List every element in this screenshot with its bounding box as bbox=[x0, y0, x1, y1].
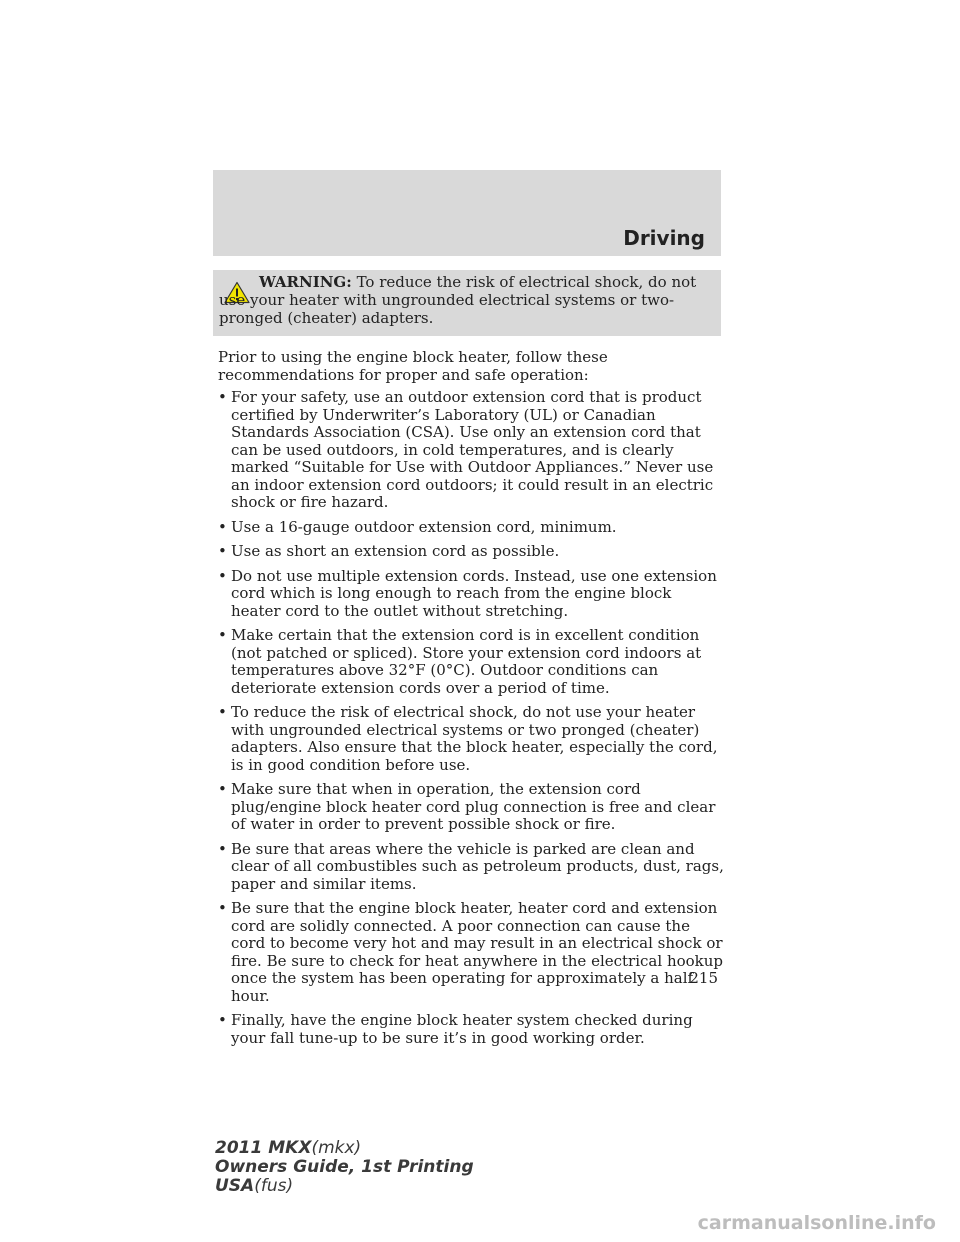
footer-edition: Owners Guide, 1st Printing bbox=[215, 1157, 474, 1177]
footer-line-model bbox=[215, 1139, 474, 1158]
list-item-text: Do not use multiple extension cords. Instead, use one extension cord which is long enough to reach from the engine block heater cord to the outlet without stretching. bbox=[231, 566, 717, 620]
list-item-text: Use as short an extension cord as possible. bbox=[231, 542, 560, 560]
intro-paragraph: Prior to using the engine block heater, follow these recommendations for proper and safe operation: bbox=[218, 348, 608, 384]
recommendation-list bbox=[218, 389, 724, 1047]
warning-message bbox=[219, 273, 715, 327]
bullet-icon: • bbox=[218, 899, 227, 917]
list-item bbox=[218, 543, 724, 561]
bullet-icon: • bbox=[218, 780, 227, 798]
bullet-icon: • bbox=[218, 542, 227, 560]
list-item bbox=[218, 841, 724, 894]
list-item bbox=[218, 900, 724, 1005]
list-item-text: Be sure that the engine block heater, heater cord and extension cord are solidly connected. A poor connection can cause the cord to become very hot and may result in an electrical shock or fire. Be sure to check for heat anywhere in the electrical hookup once the system has been operating for approximately a half hour. bbox=[231, 899, 724, 1005]
page-number: 215 bbox=[689, 969, 718, 987]
bullet-icon: • bbox=[218, 839, 227, 858]
warning-text: To reduce the risk of electrical shock, do not use your heater with ungrounded electrical systems or two-pronged (cheater) adapters. bbox=[219, 273, 697, 327]
bullet-icon: • bbox=[218, 626, 227, 644]
list-item-text: Be sure that areas where the vehicle is parked are clean and clear of all combustibles such as petroleum products, dust, rags, paper and similar items. bbox=[231, 839, 724, 893]
list-item bbox=[218, 568, 724, 621]
bullet-icon: • bbox=[218, 703, 227, 721]
footer-line-region bbox=[215, 1177, 474, 1196]
section-title: Driving bbox=[623, 226, 705, 250]
bullet-icon: • bbox=[218, 566, 227, 585]
list-item-text: Finally, have the engine block heater system checked during your fall tune-up to be sure it’s in good working order. bbox=[231, 1011, 693, 1047]
list-item-text: To reduce the risk of electrical shock, do not use your heater with ungrounded electrical systems or two pronged (cheater) adapters. Also ensure that the block heater, especially the cord, is in good condition before use. bbox=[231, 703, 718, 774]
list-item-text: Use a 16-gauge outdoor extension cord, minimum. bbox=[231, 517, 617, 536]
bullet-icon: • bbox=[218, 1011, 227, 1029]
list-item-text: Make certain that the extension cord is in excellent condition (not patched or spliced). Store your extension cord indoors at temperatures above 32°F (0°C). Outdoor conditions can deteriorate extension cords over a period of time. bbox=[231, 626, 702, 697]
list-item bbox=[218, 704, 724, 774]
print-footer bbox=[215, 1139, 474, 1196]
footer-region: USA bbox=[215, 1176, 255, 1196]
watermark: carmanualsonline.info bbox=[697, 1212, 936, 1234]
bullet-icon: • bbox=[218, 517, 227, 536]
warning-label: WARNING: bbox=[259, 273, 352, 291]
list-item bbox=[218, 519, 724, 537]
footer-model: 2011 MKX bbox=[215, 1138, 312, 1158]
list-item-text: Make sure that when in operation, the extension cord plug/engine block heater cord plug connection is free and clear of water in order to prevent possible shock or fire. bbox=[231, 780, 716, 833]
section-header-band bbox=[213, 170, 721, 256]
footer-model-code: (mkx) bbox=[311, 1138, 362, 1158]
list-item bbox=[218, 389, 724, 512]
warning-box bbox=[213, 270, 721, 336]
list-item bbox=[218, 627, 724, 697]
footer-region-code: (fus) bbox=[254, 1176, 294, 1196]
main-content bbox=[218, 349, 724, 1054]
list-item bbox=[218, 1012, 724, 1047]
list-item bbox=[218, 781, 724, 834]
bullet-icon: • bbox=[218, 388, 227, 406]
list-item-text: For your safety, use an outdoor extension cord that is product certified by Underwriter’s Laboratory (UL) or Canadian Standards Association (CSA). Use only an extension cord that can be used outdoors, in cold temperatures, and is clearly marked “Suitable for Use with Outdoor Appliances.” Never use an indoor extension cord outdoors; it could result in an electric shock or fire hazard. bbox=[231, 388, 714, 511]
